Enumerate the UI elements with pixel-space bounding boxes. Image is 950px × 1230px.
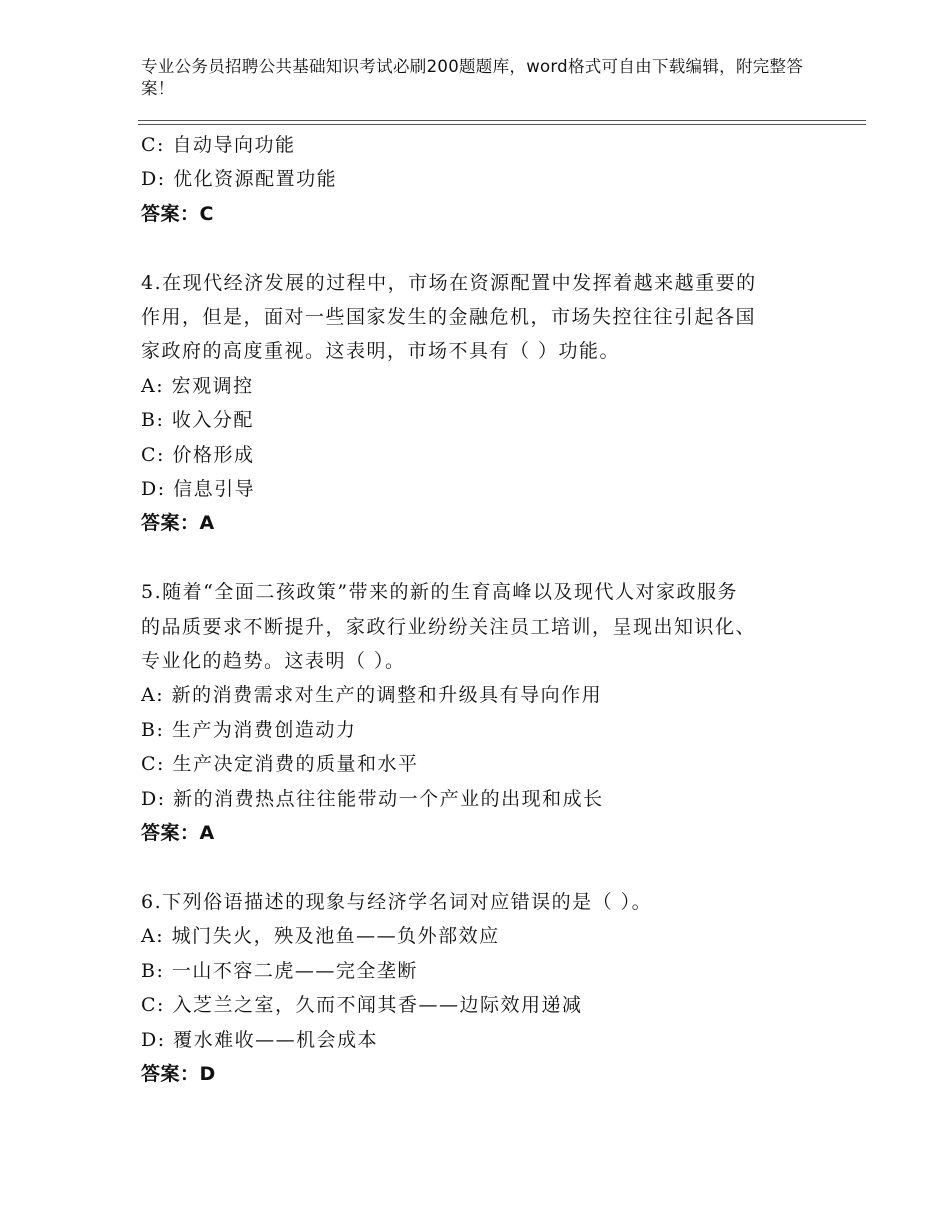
answer-line: 答案：D — [141, 1062, 216, 1085]
question-text-line: 的品质要求不断提升，家政行业纷纷关注员工培训，呈现出知识化、 — [141, 615, 757, 638]
option-c: C: 生产决定消费的质量和水平 — [141, 753, 419, 776]
question-text-line: 6.下列俗语描述的现象与经济学名词对应错误的是（ ）。 — [141, 890, 653, 913]
answer-line: 答案：C — [141, 202, 214, 225]
answer-line: 答案：A — [141, 512, 215, 535]
option-b: B: 生产为消费创造动力 — [141, 718, 357, 741]
option-a: A: 城门失火，殃及池鱼——负外部效应 — [141, 925, 500, 948]
option-c: C: 价格形成 — [141, 443, 255, 466]
header-rule-bottom — [138, 124, 866, 125]
option-c: C: 入芝兰之室，久而不闻其香——边际效用递减 — [141, 994, 583, 1017]
page-content — [141, 128, 821, 1091]
option-a: A: 新的消费需求对生产的调整和升级具有导向作用 — [141, 684, 603, 707]
question-text-line: 家政府的高度重视。这表明，市场不具有（ ）功能。 — [141, 340, 621, 363]
question-6 — [141, 885, 821, 1091]
document-header: 专业公务员招聘公共基础知识考试必刷200题题库，word格式可自由下载编辑，附完整答案！ — [141, 57, 804, 98]
option-d: D: 信息引导 — [141, 478, 256, 501]
answer-line: 答案：A — [141, 822, 215, 845]
question-text-line: 5.随着“全面二孩政策”带来的新的生育高峰以及现代人对家政服务 — [141, 581, 739, 604]
question-text-line: 4.在现代经济发展的过程中，市场在资源配置中发挥着越来越重要的 — [141, 271, 757, 294]
option-d: D: 覆水难收——机会成本 — [141, 1028, 379, 1051]
option-b: B: 收入分配 — [141, 409, 254, 432]
option-d: D: 优化资源配置功能 — [141, 168, 338, 191]
question-text-line: 专业化的趋势。这表明（ ）。 — [141, 650, 406, 673]
option-a: A: 宏观调控 — [141, 374, 254, 397]
question-4 — [141, 266, 821, 541]
question-text-line: 作用，但是，面对一些国家发生的金融危机，市场失控往往引起各国 — [141, 306, 757, 329]
option-d: D: 新的消费热点往往能带动一个产业的出现和成长 — [141, 787, 604, 810]
question-5 — [141, 575, 821, 850]
continued-question — [141, 128, 821, 231]
option-c: C: 自动导向功能 — [141, 134, 296, 156]
header-rule-top — [138, 120, 866, 121]
option-b: B: 一山不容二虎——完全垄断 — [141, 959, 418, 982]
